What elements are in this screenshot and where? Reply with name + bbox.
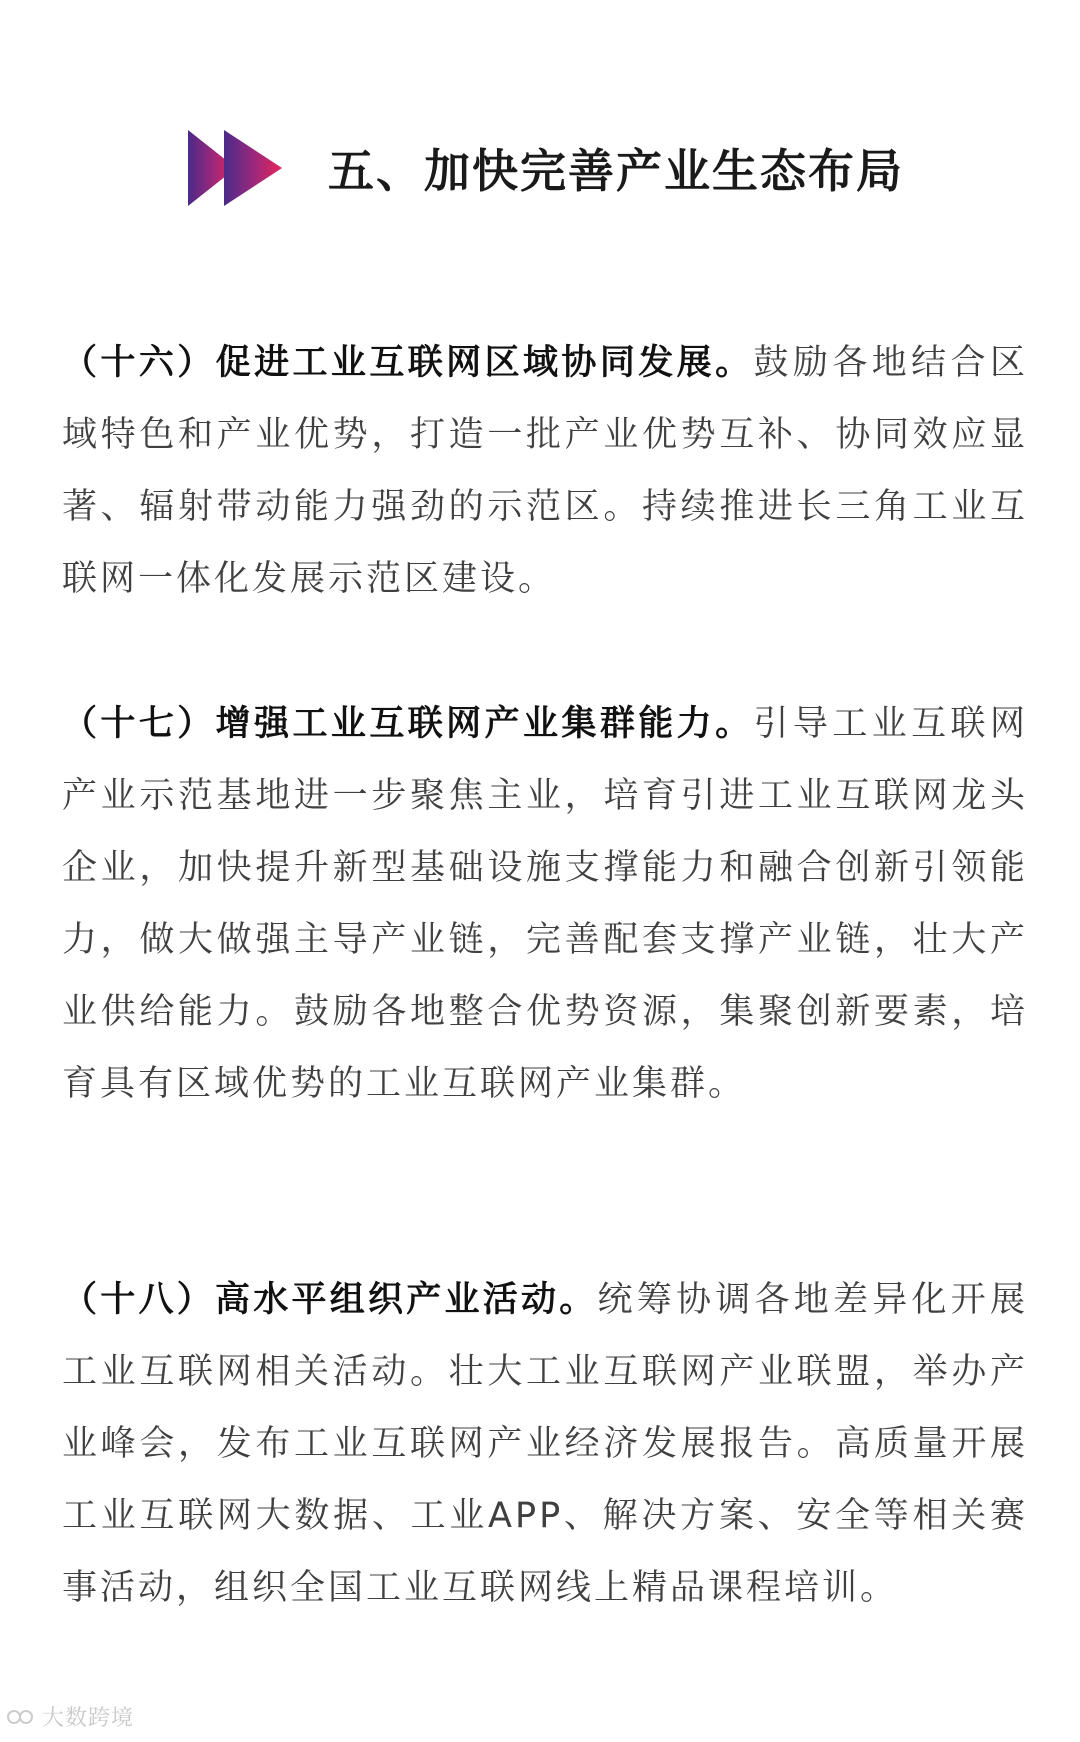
section-heading: （十八）高水平组织产业活动。: [62, 1280, 598, 1320]
section-heading: （十七）增强工业互联网产业集群能力。: [62, 704, 754, 744]
section-body: 统筹协调各地差异化开展工业互联网相关活动。壮大工业互联网产业联盟，举办产业峰会，发布工业互联网产业经济发展报告。高质量开展工业互联网大数据、工业APP、解决方案、安全等相关赛事活动，组织全国工业互联网线上精品课程培训。: [62, 1280, 1028, 1608]
section-heading: （十六）促进工业互联网区域协同发展。: [62, 343, 754, 383]
double-play-arrow-icon: [186, 128, 286, 208]
section-item: [62, 327, 1028, 615]
section-item: [62, 688, 1028, 1120]
watermark: [6, 1701, 134, 1732]
section-body: 鼓励各地结合区域特色和产业优势，打造一批产业优势互补、协同效应显著、辐射带动能力强劲的示范区。持续推进长三角工业互联网一体化发展示范区建设。: [62, 343, 1028, 599]
watermark-logo-icon: [6, 1706, 36, 1728]
section-header: [186, 118, 904, 218]
page-title: 五、加快完善产业生态布局: [328, 144, 904, 198]
section-item: [62, 1264, 1028, 1624]
watermark-text: 大数跨境: [42, 1706, 135, 1731]
section-body: 引导工业互联网产业示范基地进一步聚焦主业，培育引进工业互联网龙头企业，加快提升新型基础设施支撑能力和融合创新引领能力，做大做强主导产业链，完善配套支撑产业链，壮大产业供给能力。鼓励各地整合优势资源，集聚创新要素，培育具有区域优势的工业互联网产业集群。: [62, 704, 1028, 1104]
